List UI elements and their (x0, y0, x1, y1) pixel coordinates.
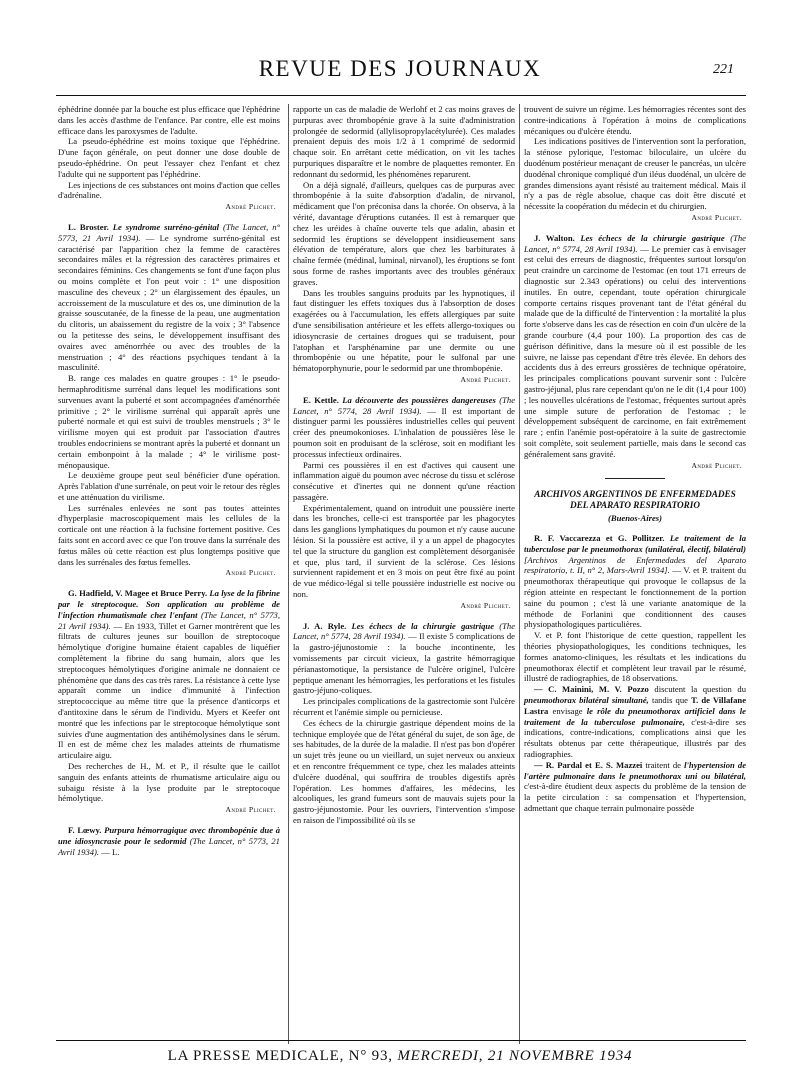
paragraph: Le deuxième groupe peut seul bénéficier d'une opération. Après l'ablation d'une surrénale, on peut voir le retour des règles et une atténuation du virilisme. (58, 470, 280, 502)
section-city: (Buenos-Aires) (608, 513, 662, 524)
article-reference: (The Lancet, n° 5773, 21 Avril 1934). (58, 609, 280, 631)
page-number: 221 (713, 62, 734, 77)
signature: André Plichet. (225, 805, 276, 815)
signature: André Plichet. (225, 202, 276, 212)
paragraph: V. et P. font l'historique de cette question, rappellent les théories physiopathologiques, les conditions techniques, les formes anatomo-cliniques, les résultats et les indications du pneumothorax électif et complètent leur travail par le résumé, illustré de radiographies, de 18 observations. (524, 630, 746, 684)
article-text: tandis que (651, 695, 688, 706)
paragraph: B. range ces malades en quatre groupes : 1° le pseudo-hermaphroditisme surrénal dans lequel les modifications sont survenues avant la puberté et sont accompagnées d'aménorrhée primitive ; 2° le virilisme surrénal qui apparaît après une puberté normale et qui est suivi de troubles menstruels ; 3° le virilisme moyen qui est produit par l'association d'autres troubles endocriniens se montrant après la puberté et donnant un certain embonpoint à la malade ; 4° le virilisme post-ménopausique. (58, 373, 280, 470)
journal-title: REVUE DES JOURNAUX (258, 56, 542, 81)
paragraph: Les injections de ces substances ont moins d'action que celles d'adrénaline. (58, 179, 280, 201)
article-author: G. Hadfield, V. Magee et Bruce Perry. (68, 588, 208, 599)
article-author: J. Walton. (534, 232, 575, 243)
article-title: l'hypertension de l'artère pulmonaire dans le pneumothorax uni ou bilatéral, (524, 759, 747, 781)
article-author: — R. Pardal et E. S. Mazzei (534, 759, 643, 770)
article-vaccarezza (524, 533, 746, 630)
article-title: le rôle du pneumothorax artificiel dans le traitement de la tuberculose pulmonaire, (524, 705, 746, 727)
signature: André Plichet. (460, 374, 511, 384)
paragraph: On a déjà signalé, d'ailleurs, quelques cas de purpuras avec thrombopénie à la suite d'absorption d'adalin, de nirvanol, médicament que l'on préconisa dans la chorée. On observa, à la vérité, davantage d'éruptions cutanées. Il est à remarquer que chez les uréides à chaîne ouverte tels que adalin, abasin et sedormid les éruptions se développent insidieusement sans élévation de température, alors que chez les barbiturates à chaîne fermée (médinal, luminal, nirvanol), les éruptions se font sous forme de rashes importants avec des troubles généraux graves. (293, 179, 515, 287)
article-author: F. Lœwy. (68, 825, 102, 835)
paragraph: Les principales complications de la gastrectomie sont l'ulcère récurrent et l'anémie simple ou pernicieuse. (293, 696, 515, 718)
section-rule (605, 478, 665, 479)
article-pardal (524, 760, 746, 814)
paragraph: La pseudo-éphédrine est moins toxique que l'éphédrine. D'une façon générale, on peut donner une dose double de pseudo-éphédrine. On peut l'essayer chez l'enfant et chez l'adulte qui ne supportent pas l'éphédrine. (58, 136, 280, 179)
article-ryle (293, 621, 515, 697)
article-title: Les échecs de la chirurgie gastrique (580, 232, 725, 243)
article-hadfield (58, 588, 280, 761)
column-1 (58, 104, 280, 857)
article-title: Le syndrome surréno-génital (112, 221, 220, 232)
article-text: — En 1933, Tillet et Garner montrèrent que les filtrats de cultures jeunes sur bouillon de streptocoque hémolytique d'origine humaine étaient capables de liquéfier complètement la fibrine du sang humain, alors que les streptocoques hémolytiques d'origine animale ne donnaient ce phénomène que dans des cas très rares. La résistance à cette lyse apparaît comme un indice d'immunité à l'infection streptococcique au même titre que la présence d'anticorps et d'antitoxine dans le sérum de l'individu. Myers et Keefer ont montré que les infections par le streptocoque hémolytique sont suivies d'une augmentation des antihémolysines dans le sérum. Il en est de même chez les malades atteints de rhumatisme articulaire aigu. (58, 620, 280, 761)
signature: André Plichet. (460, 600, 511, 610)
article-text: envisage (552, 705, 583, 716)
article-text: c'est-à-dire ses indications, contre-indications, complications ainsi que les résultats obtenus par cette thérapeutique, illustrés par des radiographies. (524, 716, 746, 760)
article-text: — V. et P. traitent du pneumothorax thérapeutique qui provoque le collapsus de la région atteinte en respectant le fonctionnement de la portion saine du poumon ; c'est là une variante anatomique de la méthode de Forlanini que conditionnent des causes physiopathologiques particulières. (524, 565, 746, 630)
footer-rule (56, 1040, 746, 1041)
section-title: ARCHIVOS ARGENTINOS DE ENFERMEDADES DEL APARATO RESPIRATORIO (534, 489, 736, 511)
article-kettle (293, 395, 515, 460)
article-text: — Il est important de distinguer parmi les poussières industrielles celles qui peuvent créer des pneumokonioses. L'inhalation de poussières lèse le poumon soit en produisant de la sclérose, soit en modifiant les processus infectieux ordinaires. (293, 405, 515, 459)
article-text: traitent de (645, 759, 682, 770)
article-title: Les échecs de la chirurgie gastrique (351, 620, 495, 631)
article-text: c'est-à-dire étudient deux aspects du problème de la tension de la petite circulation : sa compensation et l'hypertension, admettant que chaque terrain pulmonaire possède (524, 781, 746, 814)
article-walton (524, 233, 746, 460)
column-2 (293, 104, 515, 826)
column-3 (524, 104, 746, 814)
article-reference: (The Lancet, n° 5774, 28 Avril 1934). (524, 232, 746, 254)
paragraph: Ces échecs de la chirurgie gastrique dépendent moins de la technique employée que de l'état général du sujet, de son âge, de ses habitudes, de la durée de la maladie. Il n'est pas bon d'opérer un sujet très jeune ou un vieillard, un sujet nerveux ou anxieux et en rencontre fréquemment ce type, chez les malades atteints d'ulcère duodénal, qui souffrira de troubles digestifs après l'opération. Les hommes d'affaires, les médecins, les alcooliques, les grand fumeurs sont de mauvais sujets pour la gastro-jéjunostomie. Pour les ouvriers, l'intervention s'impose en raison de l'impossibilité où ils se (293, 717, 515, 825)
article-broster (58, 222, 280, 373)
article-author: E. Kettle. (303, 394, 339, 405)
paragraph: rapporte un cas de maladie de Werlohf et 2 cas moins graves de purpuras avec thrombopénie grave à la suite d'administration prolongée de sedormid (allylisopropylacétylurée). Ces malades prenaient depuis des mois 1/2 à 1 comprimé de sedormid chaque soir. En arrêtant cette médication, on vit les taches purpuriques disparaître et le nombre de plaquettes remonter. En redonnant du sedormid, les phénomènes reparurent. (293, 104, 515, 179)
article-title: Purpura hémorragique avec thrombopénie due à une idiosyncrasie pour le sedormid (58, 825, 281, 846)
column-divider (288, 104, 289, 1044)
paragraph: Les surrénales enlevées ne sont pas toutes atteintes d'hyperplasie macroscopiquement mais les cellules de la corticale ont une réaction à la fuchsine fortement positive. Ces faits sont en accord avec ce que l'on trouve dans la surrénale des fœtus mâles où cette réaction est plus longtemps positive que dans les surrénales des fœtus femelles. (58, 502, 280, 567)
signature: André Plichet. (691, 460, 742, 470)
header-rule (56, 95, 746, 96)
article-text: discutent la question du (654, 684, 746, 695)
article-author: J. A. Ryle. (303, 620, 347, 631)
article-text: — Le syndrome surréno-génital est caractérisé par l'apparition chez la femme de caractères secondaires mâles et la régression des caractères primaires et secondaires féminins. Ces changements se font d'une façon plus ou moins complète et l'on peut voir : 1° une disposition masculine des cheveux ; 2° un élargissement des épaules, un accroissement de la musculature et des os, une diminution de la graisse souscutanée, de la finesse de la peau, une augmentation du clitoris, un abaissement du registre de la voix ; 3° l'absence ou la petitesse des seins, le développement insuffisant des ovaires avec aménorrhée ou avec des troubles de la menstruation ; 4° des réactions psychiques tendant à la masculinité. (58, 232, 280, 373)
article-reference: [Archivos Argentinos de Enfermedades del Aparato respiratorio, t. II, n° 2, Mars-Avril 1934]. (524, 554, 746, 576)
footer-date: MERCREDI, 21 NOVEMBRE 1934 (397, 1048, 633, 1064)
article-loewy (58, 825, 280, 857)
article-reference: (The Lancet, n° 5774, 28 Avril 1934). (293, 394, 516, 416)
article-text: — Le premier cas à envisager est celui des erreurs de diagnostic, fréquentes surtout lorsqu'on peut craindre un carcinome de l'estomac (en tout 171 erreurs de diagnostic sur 2.343 opérations) ou celui des interventions inutiles. En outre, cependant, toute opération chirurgicale comporte certains risques provenant tant de l'état général du malade que de la difficulté de l'intervention : la mortalité la plus forte s'observe dans les cas de résection en coin d'un ulcère de la grande courbure (4,4 pour 100). La proportion des cas de guérison définitive, dans la mesure où il est possible de les suivre, ne laisse pas cependant d'être très élevée. En dehors des accidents dus à des erreurs grossières de technique opératoire, les principales complications pouvant survenir sont : l'ulcère gastro-jéjunal, plus rare cependant qu'on ne le dit (1,4 pour 100) ; les nouvelles ulcérations de l'estomac, fréquentes surtout après une simple suture de perforation de l'estomac ; le développement subséquent de carcinome, en fait extrêmement rare ; enfin l'anémie post-opératoire à la suite de gastrectomie soit complète, soit seulement partielle, mais dans le second cas généralement sans gravité. (524, 243, 746, 459)
footer-publication: LA PRESSE MEDICALE, N° 93, (167, 1048, 393, 1064)
article-title: La lyse de la fibrine par le streptocoque. Son application au problème de l'infection rhumatismale chez l'enfant (58, 588, 280, 620)
page-footer (0, 1048, 800, 1065)
paragraph: éphédrine donnée par la bouche est plus efficace que l'éphédrine dans les accès d'asthme de l'enfance. Par contre, elle est moins efficace dans les paroxysmes de l'adulte. (58, 104, 280, 136)
article-reference: (The Lancet, n° 5774, 28 Avril 1934). (293, 620, 516, 642)
article-mainini (524, 684, 746, 760)
article-title: La découverte des poussières dangereuses (342, 394, 496, 405)
article-text: — L. (101, 846, 120, 857)
article-reference: (The Lancet, n° 5773, 21 Avril 1934). (58, 835, 280, 857)
article-text: — Il existe 5 complications de la gastro-jéjunostomie : la bouche incontinente, les vomissements par circuit vicieux, la gastrite hémorragique périanastomotique, la persistance de l'ulcère originel, l'ulcère peptique amenant les hémorragies, les perforations et les fistules gastro-jéjuno-coliques. (293, 631, 516, 696)
paragraph: Parmi ces poussières il en est d'actives qui causent une inflammation aiguë du poumon avec nécrose du tissu et sclérose consécutive et d'inertes qui ne donnent qu'une réaction passagère. (293, 459, 515, 502)
paragraph: trouvent de suivre un régime. Les hémorragies récentes sont des contre-indications à l'opération à moins de complications mécaniques ou d'ulcère étendu. (524, 104, 746, 136)
column-divider (519, 104, 520, 1044)
article-author: R. F. Vaccarezza et G. Pollitzer. (534, 533, 665, 544)
signature: André Plichet. (225, 568, 276, 578)
article-reference: (The Lancet, n° 5773, 21 Avril 1934). (58, 221, 281, 243)
article-title: Le traitement de la tuberculose par le pneumothorax (unilatéral, électif, bilatéral) (524, 533, 746, 554)
paragraph: Les indications positives de l'intervention sont la perforation, la sténose pylorique, l'estomac biloculaire, un ulcère du duodénum postérieur menaçant de creuser le pancréas, un ulcère duodénal chronique compliqué d'un iléus duodénal, un ulcère de grandes dimensions ayant résisté au traitement médical. Mais il n'y a pas de règle absolue, chaque cas doit être discuté et nécessite la coopération du médecin et du chirurgien. (524, 136, 746, 212)
article-author: L. Broster. (68, 221, 109, 232)
signature: André Plichet. (691, 212, 742, 222)
article-author: T. de Villafane Lastra (524, 695, 747, 716)
paragraph: Expérimentalement, quand on introduit une poussière inerte dans les bronches, celle-ci est transportée par les phagocytes dans les ganglions lymphatiques du poumon et n'y cause aucune lésion. Si la poussière est active, il y a un appel de phagocytes tel que la structure du ganglion est complètement désorganisée et que, plus tard, il survient de la sclérose. Ces lésions surviennent rapidement et en 3 mois on peut être fixé au point de vue médico-légal si telle poussière industrielle est nocive ou non. (293, 502, 515, 600)
article-author: — C. Mainini, M. V. Pozzo (534, 684, 649, 695)
paragraph: Dans les troubles sanguins produits par les hypnotiques, il faut distinguer les effets toxiques dus à l'absorption de doses exagérées ou à l'accumulation, les effets allergiques par suite d'une sensibilisation antérieure et les effets allergo-toxiques ou idiosyncrasie de certaines drogues qui se traduisent, pour l'atophan et l'arsphénamine par une dermite ou une thrombopénie ou une hépatite, pour le sulfonal par une hématoporphynurie, pour le sedormid par une thrombopénie. (293, 287, 515, 374)
paragraph: Des recherches de H., M. et P., il résulte que le caillot sanguin des enfants atteints de rhumatisme articulaire aigu ou subaigu résiste à la lyse produite par le streptocoque hémolytique. (58, 761, 280, 804)
article-title: pneumothorax bilatéral simultané, (524, 695, 649, 706)
